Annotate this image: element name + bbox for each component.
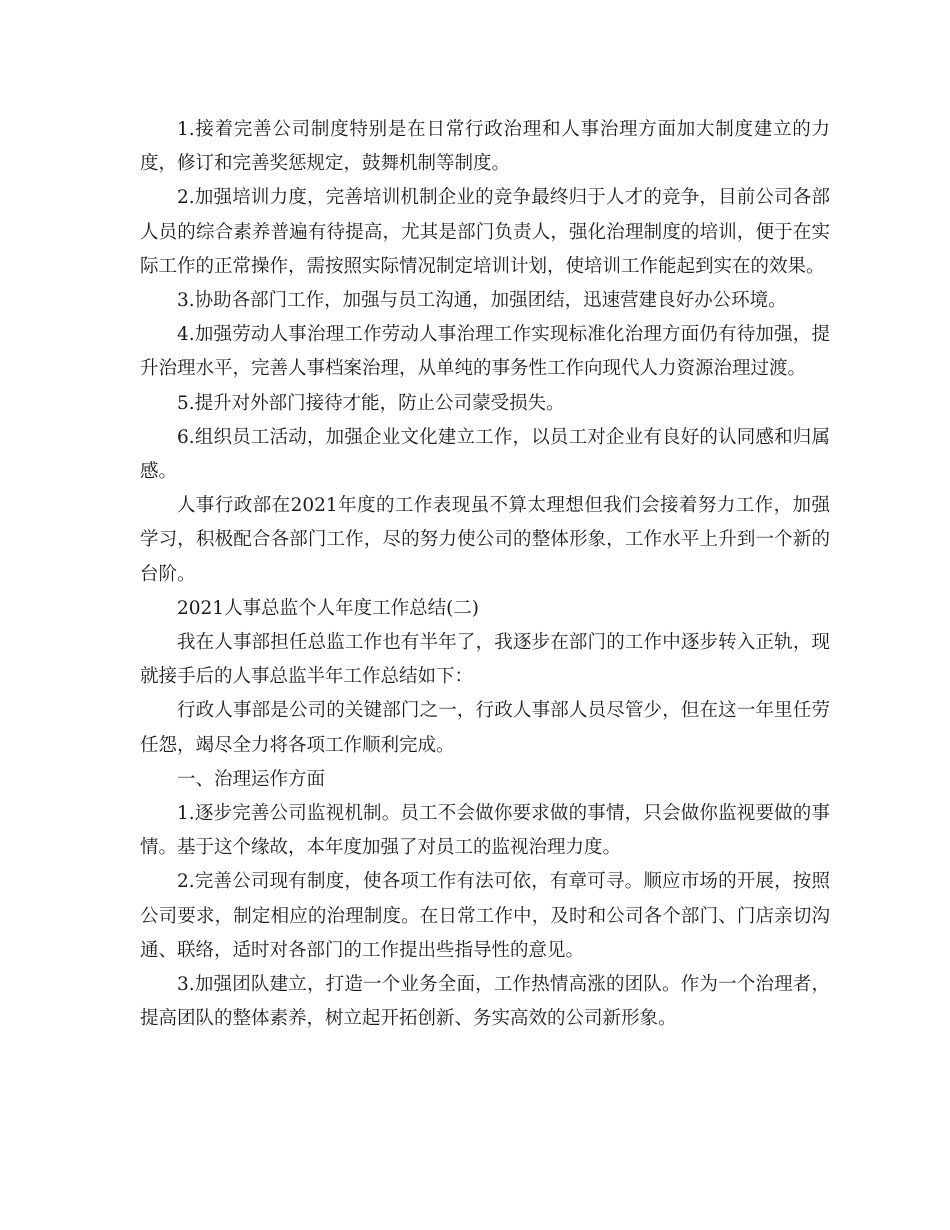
paragraph-5: 5.提升对外部门接待才能，防止公司蒙受损失。: [177, 392, 565, 414]
paragraph-4: 4.加强劳动人事治理工作劳动人事治理工作实现标准化治理方面仍有待加强，提升治理水平，完善人事档案治理，从单纯的事务性工作向现代人力资源治理过渡。: [140, 324, 830, 380]
paragraph-1: 1.接着完善公司制度特别是在日常行政治理和人事治理方面加大制度建立的力度，修订和完善奖惩规定，鼓舞机制等制度。: [140, 119, 830, 175]
section-heading: 2021人事总监个人年度工作总结(二): [177, 597, 480, 619]
paragraph-12: 1.逐步完善公司监视机制。员工不会做你要求做的事情，只会做你监视要做的事情。基于这个缘故，本年度加强了对员工的监视治理力度。: [140, 803, 830, 859]
paragraph-6: 6.组织员工活动，加强企业文化建立工作，以员工对企业有良好的认同感和归属感。: [140, 426, 830, 483]
paragraph-7: 人事行政部在2021年度的工作表现虽不算太理想但我们会接着努力工作，加强学习，积极配合各部门工作，尽的努力使公司的整体形象，工作水平上升到一个新的台阶。: [140, 495, 830, 585]
document-body: [140, 113, 830, 1036]
subsection-heading: 一、治理运作方面: [177, 768, 326, 790]
paragraph-2: 2.加强培训力度，完善培训机制企业的竞争最终归于人才的竞争，目前公司各部人员的综合素养普遍有待提高，尤其是部门负责人，强化治理制度的培训，便于在实际工作的正常操作，需按照实际情况制定培训计划，使培训工作能起到实在的效果。: [140, 187, 830, 277]
paragraph-9: 我在人事部担任总监工作也有半年了，我逐步在部门的工作中逐步转入正轨，现就接手后的人事总监半年工作总结如下：: [140, 632, 830, 688]
paragraph-13: 2.完善公司现有制度，使各项工作有法可依，有章可寻。顺应市场的开展，按照公司要求，制定相应的治理制度。在日常工作中，及时和公司各个部门、门店亲切沟通、联络，适时对各部门的工作提出些指导性的意见。: [140, 871, 830, 961]
paragraph-14: 3.加强团队建立，打造一个业务全面，工作热情高涨的团队。作为一个治理者，提高团队的整体素养，树立起开拓创新、务实高效的公司新形象。: [140, 974, 830, 1030]
paragraph-3: 3.协助各部门工作，加强与员工沟通，加强团结，迅速营建良好办公环境。: [177, 290, 787, 312]
paragraph-10: 行政人事部是公司的关键部门之一，行政人事部人员尽管少，但在这一年里任劳任怨，竭尽全力将各项工作顺利完成。: [140, 700, 830, 756]
